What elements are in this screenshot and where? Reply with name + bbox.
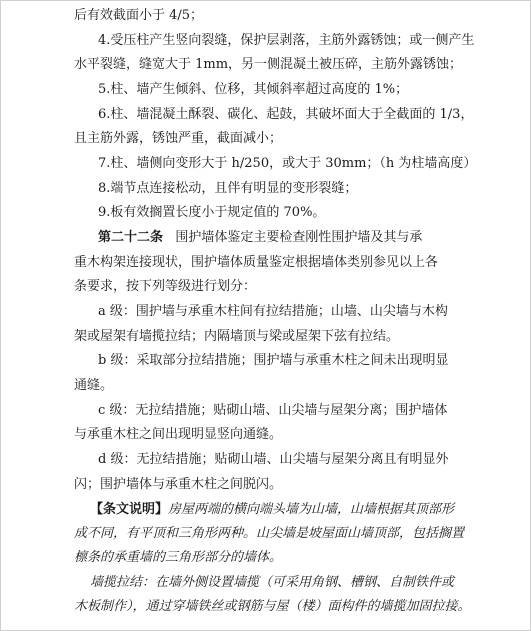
text-line: c 级：无拉结措施；贴砌山墙、山尖墙与屋架分离；围护墙体 bbox=[98, 403, 448, 418]
text-line: 7.柱、墙侧向变形大于 h/250，或大于 30mm；（h 为柱墙高度） bbox=[98, 156, 477, 171]
note-text: 房屋两端的横向端头墙为山墙，山墙根据其顶部形 bbox=[168, 502, 455, 517]
article-text: 围护墙体鉴定主要检查刚性围护墙及其与承 bbox=[175, 230, 423, 245]
text-line: 檩条的承重墙的三角形部分的墙体。 bbox=[74, 550, 283, 565]
text-line: 木板制作），通过穿墙铁丝或钢筋与屋（楼）面构件的墙揽加固拉接。 bbox=[74, 599, 471, 614]
text-line: 4.受压柱产生竖向裂缝，保护层剥落，主筋外露锈蚀；或一侧产生 bbox=[98, 33, 475, 48]
text-line: 通缝。 bbox=[74, 378, 114, 393]
article-label: 第二十二条 bbox=[98, 230, 164, 245]
text-line: 墙揽拉结：在墙外侧设置墙揽（可采用角钢、槽钢、自制铁件或 bbox=[90, 575, 455, 590]
text-line: 后有效截面小于 4/5； bbox=[74, 8, 204, 23]
text-line: 8.端节点连接松动，且伴有明显的变形裂缝； bbox=[98, 181, 358, 196]
text-line: 架或屋架有墙揽拉结；内隔墙顶与梁或屋架下弦有拉结。 bbox=[74, 329, 400, 344]
text-line: 水平裂缝，缝宽大于 1mm，另一侧混凝土被压碎，主筋外露锈蚀； bbox=[74, 57, 463, 72]
text-line: 且主筋外露，锈蚀严重，截面减小； bbox=[74, 131, 283, 146]
text-line: 成不同，有平顶和三角形两种。山尖墙是坡屋面山墙顶部，包括搁置 bbox=[74, 526, 465, 541]
text-line: 5.柱、墙产生倾斜、位移，其倾斜率超过高度的 1%； bbox=[98, 82, 409, 97]
text-line: 9.板有效搁置长度小于规定值的 70%。 bbox=[98, 205, 326, 220]
article-line bbox=[98, 228, 422, 248]
note-line bbox=[90, 500, 454, 520]
text-line: d 级：无拉结措施；贴砌山墙、山尖墙与屋架分离且有明显外 bbox=[98, 452, 449, 467]
text-line: b 级：采取部分拉结措施；围护墙与承重木柱之间未出现明显 bbox=[98, 353, 449, 368]
text-line: 条要求，按下列等级进行划分： bbox=[74, 279, 257, 294]
text-line: a 级：围护墙与承重木柱间有拉结措施；山墙、山尖墙与木构 bbox=[98, 304, 448, 319]
text-line: 重木构架连接现状，围护墙体质量鉴定根据墙体类别参见以上各 bbox=[74, 255, 439, 270]
text-line: 与承重木柱之间出现明显竖向通缝。 bbox=[74, 427, 283, 442]
text-line: 6.柱、墙混凝土酥裂、碳化、起鼓，其破坏面大于全截面的 1/3， bbox=[98, 107, 474, 122]
text-line: 闪；围护墙体与承重木柱之间脱闪。 bbox=[74, 477, 283, 492]
note-label: 【条文说明】 bbox=[90, 502, 169, 517]
